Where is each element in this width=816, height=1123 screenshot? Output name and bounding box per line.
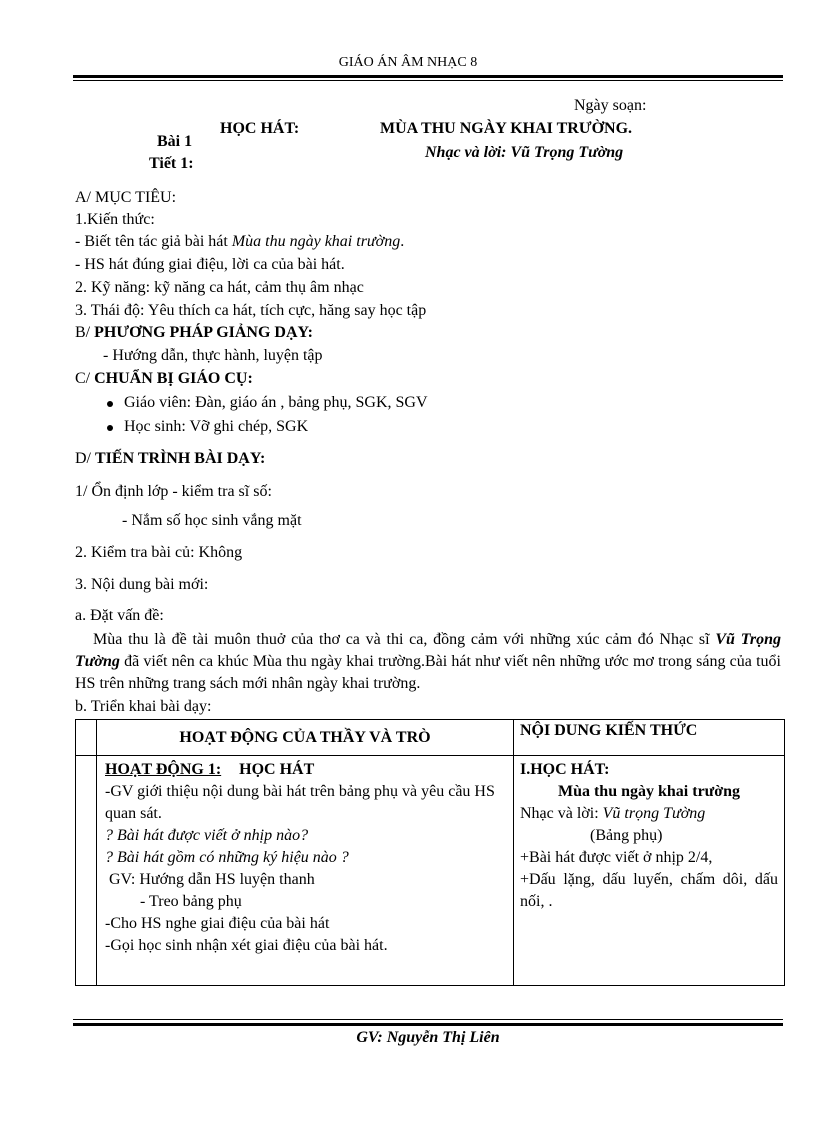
section-b-title: B/ PHƯƠNG PHÁP GIẢNG DẠY: — [75, 324, 313, 341]
table-header-row — [76, 720, 785, 756]
bullet-icon — [107, 401, 113, 407]
section-c-title: C/ CHUẨN BỊ GIÁO CỤ: — [75, 370, 253, 387]
activity-line: - Treo bảng phụ — [140, 893, 242, 910]
section-d-title: D/ TIẾN TRÌNH BÀI DẠY: — [75, 450, 266, 467]
activity-line: -GV giới thiệu nội dung bài hát trên bảng phụ và yêu cầu HS quan sát. — [105, 783, 495, 822]
question-line: ? Bài hát được viết ở nhịp nào? — [105, 827, 309, 844]
lesson-type: HỌC HÁT: — [220, 120, 300, 137]
header-divider-thin — [73, 80, 783, 81]
content-note: (Bảng phụ) — [590, 827, 663, 844]
step-1-sub: - Nắm số học sinh vắng mặt — [122, 512, 302, 529]
activity-line: -Gọi học sinh nhận xét giai điệu của bài hát. — [105, 937, 388, 954]
footer-divider-thick — [73, 1023, 783, 1026]
teacher-prep: Giáo viên: Đàn, giáo án , bảng phụ, SGK, SGV — [124, 394, 428, 411]
col2-header: NỘI DUNG KIẾN THỨC — [514, 720, 785, 756]
knowledge-label: 1.Kiến thức: — [75, 211, 155, 228]
content-song-title: Mùa thu ngày khai trường — [557, 783, 741, 800]
intro-paragraph: Mùa thu là đề tài muôn thuở của thơ ca và thi ca, đồng cảm với những xúc cảm đó Nhạc sĩ Vũ Trọng Tường đã viết nên ca khúc Mùa thu ngày khai trường.Bài hát như viết nên những ước mơ trong sáng của tuổi HS trên những trang sách mới nhân ngày khai trường. — [75, 631, 781, 692]
song-title: MÙA THU NGÀY KHAI TRƯỜNG. — [380, 120, 633, 137]
content-cell — [514, 756, 785, 986]
section-a-title: A/ MỤC TIÊU: — [75, 189, 177, 206]
content-heading: I.HỌC HÁT: — [520, 761, 610, 778]
lesson-number: Bài 1 — [157, 133, 193, 150]
activity-line: -Cho HS nghe giai điệu của bài hát — [105, 915, 330, 932]
header-divider-thick — [73, 75, 783, 78]
step-b-label: b. Triển khai bài dạy: — [75, 698, 212, 715]
activity-table — [75, 719, 785, 986]
step-a-label: a. Đặt vấn đề: — [75, 607, 164, 624]
activity-line: GV: Hướng dẫn HS luyện thanh — [109, 871, 315, 888]
footer-author: GV: Nguyễn Thị Liên — [356, 1029, 500, 1046]
period-number: Tiết 1: — [149, 155, 194, 172]
col1-header: HOẠT ĐỘNG CỦA THẦY VÀ TRÒ — [97, 720, 514, 756]
content-line: +Bài hát được viết ở nhịp 2/4, — [520, 849, 713, 866]
footer-divider-thin — [73, 1019, 783, 1020]
prep-date-label: Ngày soạn: — [574, 97, 647, 114]
content-author: Nhạc và lời: Vũ trọng Tường — [520, 805, 706, 822]
step-2: 2. Kiểm tra bài củ: Không — [75, 544, 243, 561]
activity-cell — [97, 756, 514, 986]
method-item: - Hướng dẫn, thực hành, luyện tập — [103, 347, 323, 364]
step-3: 3. Nội dung bài mới: — [75, 576, 209, 593]
student-prep: Học sinh: Vỡ ghi chép, SGK — [124, 418, 309, 435]
objective-item-1: - Biết tên tác giả bài hát Mùa thu ngày khai trường. — [75, 233, 405, 250]
step-1: 1/ Ổn định lớp - kiểm tra sĩ số: — [75, 483, 272, 500]
bullet-icon — [107, 425, 113, 431]
content-line: +Dấu lặng, dấu luyến, chấm dôi, dấu nối, . — [520, 871, 778, 910]
question-line: ? Bài hát gồm có những ký hiệu nào ? — [105, 849, 349, 866]
skill-line: 2. Kỹ năng: kỹ năng ca hát, cảm thụ âm nhạc — [75, 279, 364, 296]
table-row — [76, 756, 785, 986]
table-margin-cell — [76, 756, 97, 986]
objective-item-2: - HS hát đúng giai điệu, lời ca của bài hát. — [75, 256, 345, 273]
activity-title: HOẠT ĐỘNG 1: HỌC HÁT — [105, 761, 315, 778]
attitude-line: 3. Thái độ: Yêu thích ca hát, tích cực, hăng say học tập — [75, 302, 427, 319]
song-author: Nhạc và lời: Vũ Trọng Tường — [425, 144, 624, 161]
page-header-title: GIÁO ÁN ÂM NHẠC 8 — [338, 55, 478, 70]
table-margin-cell — [76, 720, 97, 756]
